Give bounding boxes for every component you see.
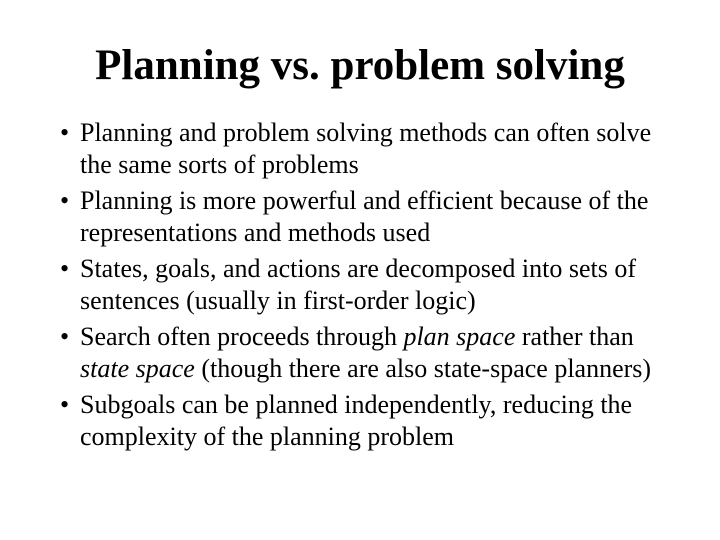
bullet-text-segment: rather than bbox=[515, 322, 634, 351]
bullet-text bbox=[80, 254, 636, 315]
bullet-item bbox=[60, 389, 670, 452]
bullet-text-segment: Planning and problem solving methods can often solve the same sorts of problems bbox=[80, 118, 652, 179]
bullet-mark: • bbox=[60, 186, 70, 215]
bullet-mark: • bbox=[60, 390, 70, 419]
bullet-mark: • bbox=[60, 118, 70, 147]
slide-title: Planning vs. problem solving bbox=[95, 42, 625, 89]
bullet-list bbox=[60, 117, 670, 457]
bullet-text bbox=[80, 390, 632, 451]
bullet-item bbox=[60, 117, 670, 180]
bullet-item bbox=[60, 185, 670, 248]
bullet-mark: • bbox=[60, 322, 70, 351]
bullet-text-segment: (though there are also state-space planners) bbox=[194, 353, 652, 383]
bullet-item bbox=[60, 253, 670, 316]
bullet-item bbox=[60, 321, 670, 384]
bullet-text bbox=[80, 186, 648, 247]
bullet-text-emphasis: plan space bbox=[403, 322, 516, 351]
bullet-text-segment: States, goals, and actions are decomposed into sets of sentences (usually in first-order logic) bbox=[80, 254, 636, 315]
bullet-mark: • bbox=[60, 254, 70, 283]
bullet-text-segment: Subgoals can be planned independently, reducing the complexity of the planning problem bbox=[80, 390, 633, 451]
bullet-text-emphasis: state space bbox=[80, 353, 195, 383]
bullet-text bbox=[80, 322, 651, 383]
bullet-text-segment: Planning is more powerful and efficient because of the representations and methods used bbox=[80, 186, 649, 247]
bullet-text bbox=[80, 118, 651, 179]
bullet-text-segment: Search often proceeds through bbox=[80, 322, 404, 351]
